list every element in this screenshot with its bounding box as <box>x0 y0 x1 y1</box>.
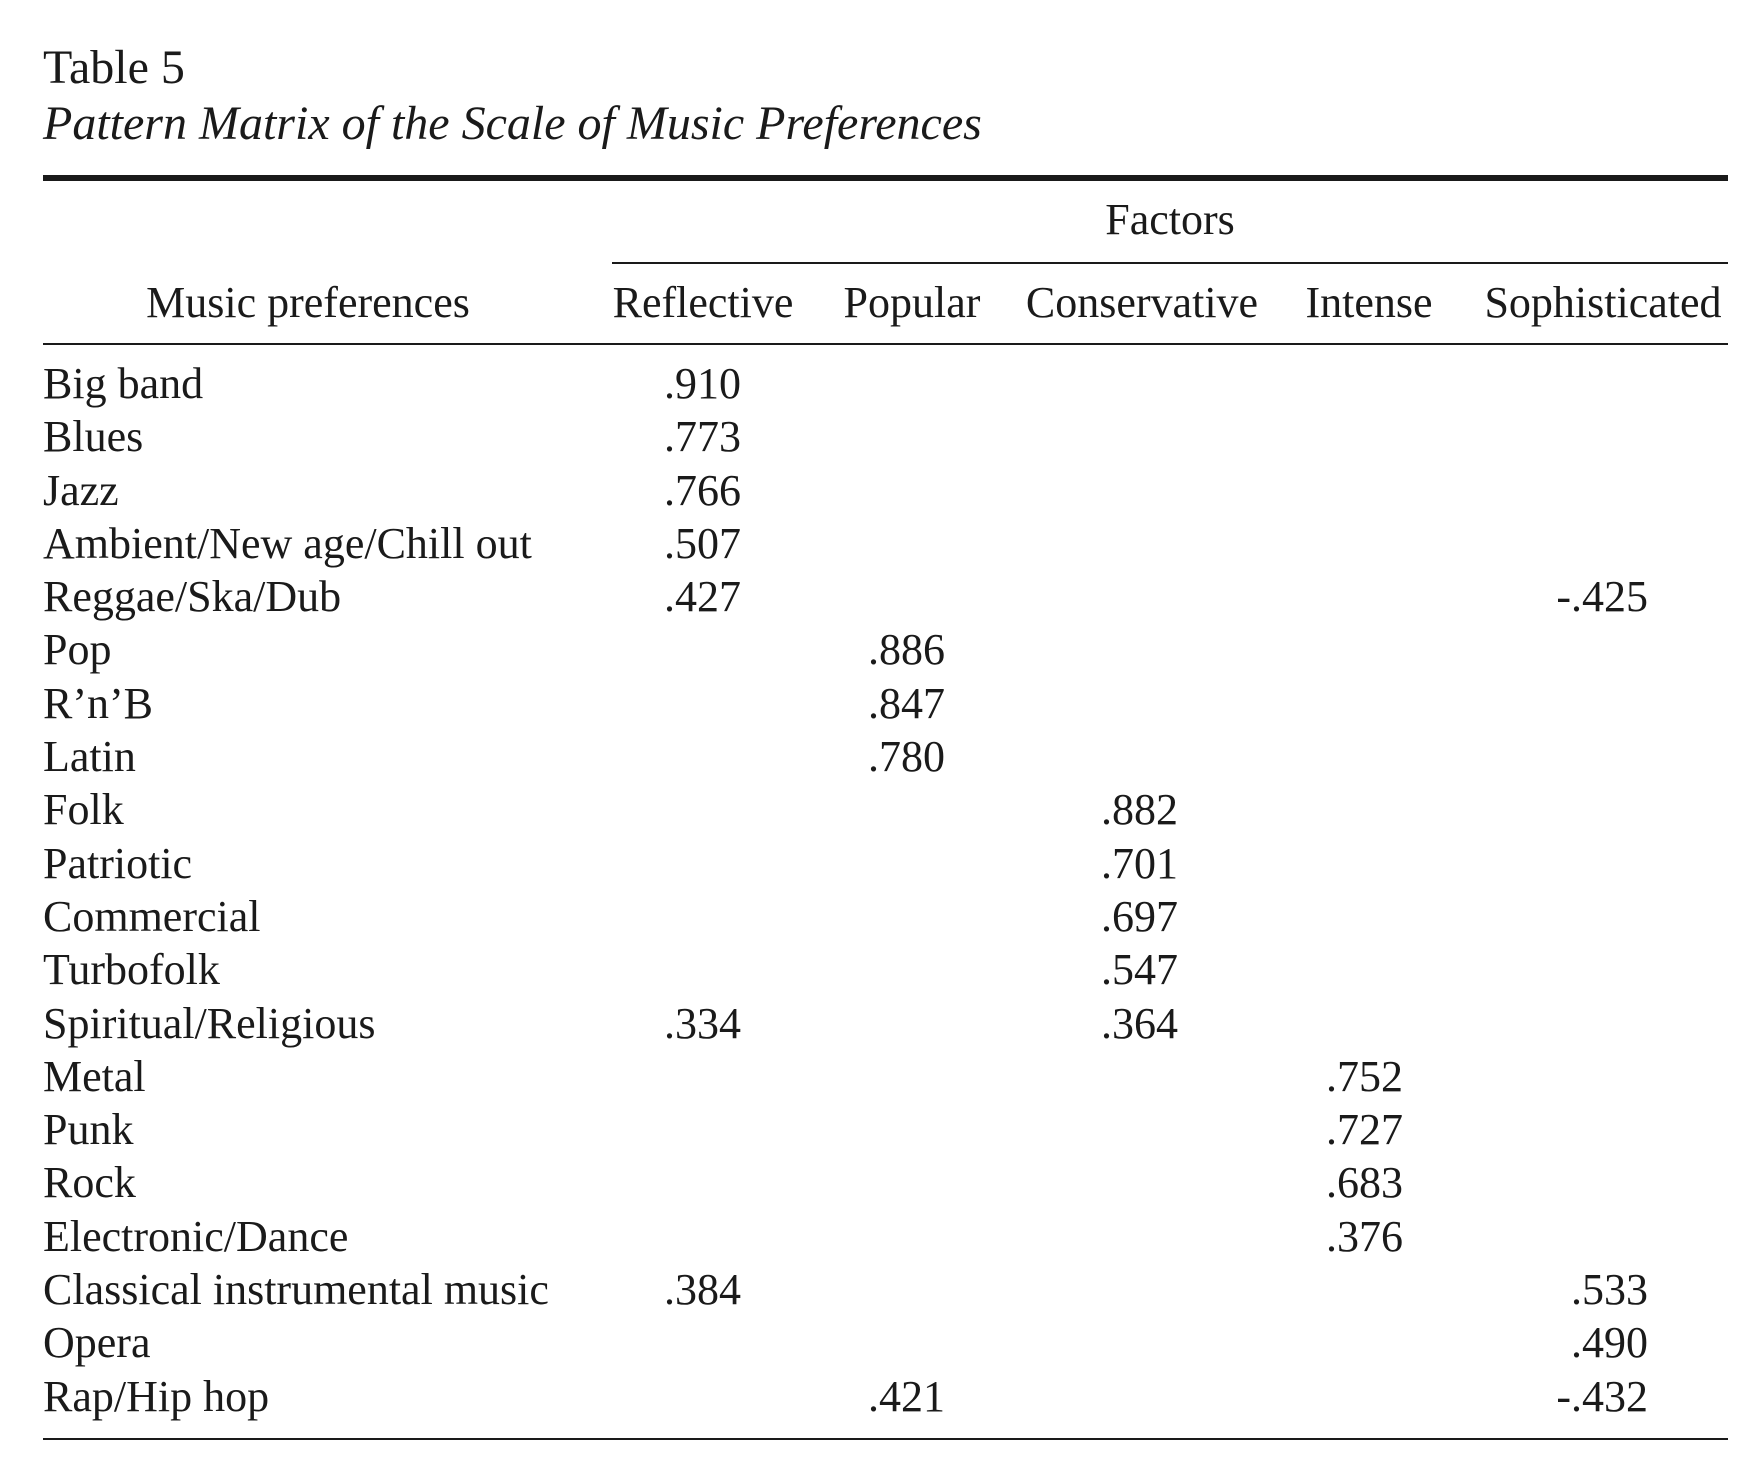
cell-conservative: .697 <box>1101 891 1178 941</box>
col-header-reflective: Reflective <box>612 278 794 327</box>
row-label: Folk <box>43 785 124 835</box>
cell-reflective: .773 <box>664 412 741 462</box>
cell-reflective: .910 <box>664 359 741 408</box>
table-row <box>0 837 1758 890</box>
row-label: Blues <box>43 412 144 462</box>
row-label: Jazz <box>43 465 119 515</box>
row-label: Opera <box>43 1318 151 1368</box>
row-label: Rock <box>43 1158 136 1208</box>
table-row <box>0 410 1758 463</box>
table-row <box>0 1263 1758 1316</box>
cell-popular: .421 <box>868 1371 945 1421</box>
row-label: Ambient/New age/Chill out <box>43 518 532 568</box>
cell-conservative: .364 <box>1101 998 1178 1048</box>
table-row <box>0 1370 1758 1423</box>
table-row <box>0 1210 1758 1263</box>
row-label: Rap/Hip hop <box>43 1371 270 1421</box>
table-row <box>0 1156 1758 1209</box>
table-title: Pattern Matrix of the Scale of Music Preferences <box>43 97 982 150</box>
cell-intense: .376 <box>1326 1211 1403 1261</box>
row-label: Turbofolk <box>43 945 220 995</box>
row-label: Big band <box>43 359 204 408</box>
factors-header: Factors <box>1105 195 1235 244</box>
table-row <box>0 890 1758 943</box>
table-row <box>0 357 1758 410</box>
row-label: Spiritual/Religious <box>43 998 376 1048</box>
cell-conservative: .547 <box>1101 945 1178 995</box>
table-row <box>0 570 1758 623</box>
cell-conservative: .701 <box>1101 838 1178 888</box>
table-row <box>0 1316 1758 1369</box>
top-rule <box>43 175 1728 181</box>
cell-intense: .727 <box>1326 1105 1403 1155</box>
cell-sophisticated: .533 <box>1571 1265 1648 1315</box>
row-label: Latin <box>43 732 136 782</box>
table-row <box>0 730 1758 783</box>
table-row <box>0 783 1758 836</box>
row-label: Metal <box>43 1051 146 1101</box>
header-rule <box>43 343 1728 345</box>
cell-intense: .683 <box>1326 1158 1403 1208</box>
row-label: Patriotic <box>43 838 193 888</box>
cell-conservative: .882 <box>1101 785 1178 835</box>
col-header-conservative: Conservative <box>1025 278 1259 327</box>
cell-sophisticated: -.425 <box>1556 572 1648 622</box>
row-label: Classical instrumental music <box>43 1265 549 1315</box>
cell-intense: .752 <box>1326 1051 1403 1101</box>
col-header-intense: Intense <box>1305 278 1433 327</box>
cell-popular: .886 <box>868 625 945 675</box>
row-label: R’n’B <box>43 678 153 728</box>
cell-reflective: .766 <box>664 465 741 515</box>
row-label: Electronic/Dance <box>43 1211 349 1261</box>
table-row <box>0 1050 1758 1103</box>
table-row <box>0 464 1758 517</box>
cell-reflective: .384 <box>664 1265 741 1315</box>
row-label: Reggae/Ska/Dub <box>43 572 342 622</box>
cell-sophisticated: .490 <box>1571 1318 1648 1368</box>
cell-popular: .847 <box>868 678 945 728</box>
table-body <box>0 357 1758 1423</box>
row-header: Music preferences <box>146 278 470 327</box>
table-row <box>0 943 1758 996</box>
table-row <box>0 623 1758 676</box>
cell-popular: .780 <box>868 732 945 782</box>
factors-rule <box>612 262 1728 264</box>
cell-reflective: .507 <box>664 518 741 568</box>
col-header-sophisticated: Sophisticated <box>1484 278 1722 327</box>
table-row <box>0 517 1758 570</box>
row-label: Pop <box>43 625 112 675</box>
table-row <box>0 997 1758 1050</box>
cell-sophisticated: -.432 <box>1556 1371 1648 1421</box>
table-label: Table 5 <box>43 41 185 94</box>
row-label: Commercial <box>43 891 261 941</box>
col-header-popular: Popular <box>843 278 981 327</box>
bottom-rule <box>43 1438 1728 1440</box>
cell-reflective: .334 <box>664 998 741 1048</box>
row-label: Punk <box>43 1105 134 1155</box>
cell-reflective: .427 <box>664 572 741 622</box>
table-row <box>0 1103 1758 1156</box>
table-row <box>0 677 1758 730</box>
